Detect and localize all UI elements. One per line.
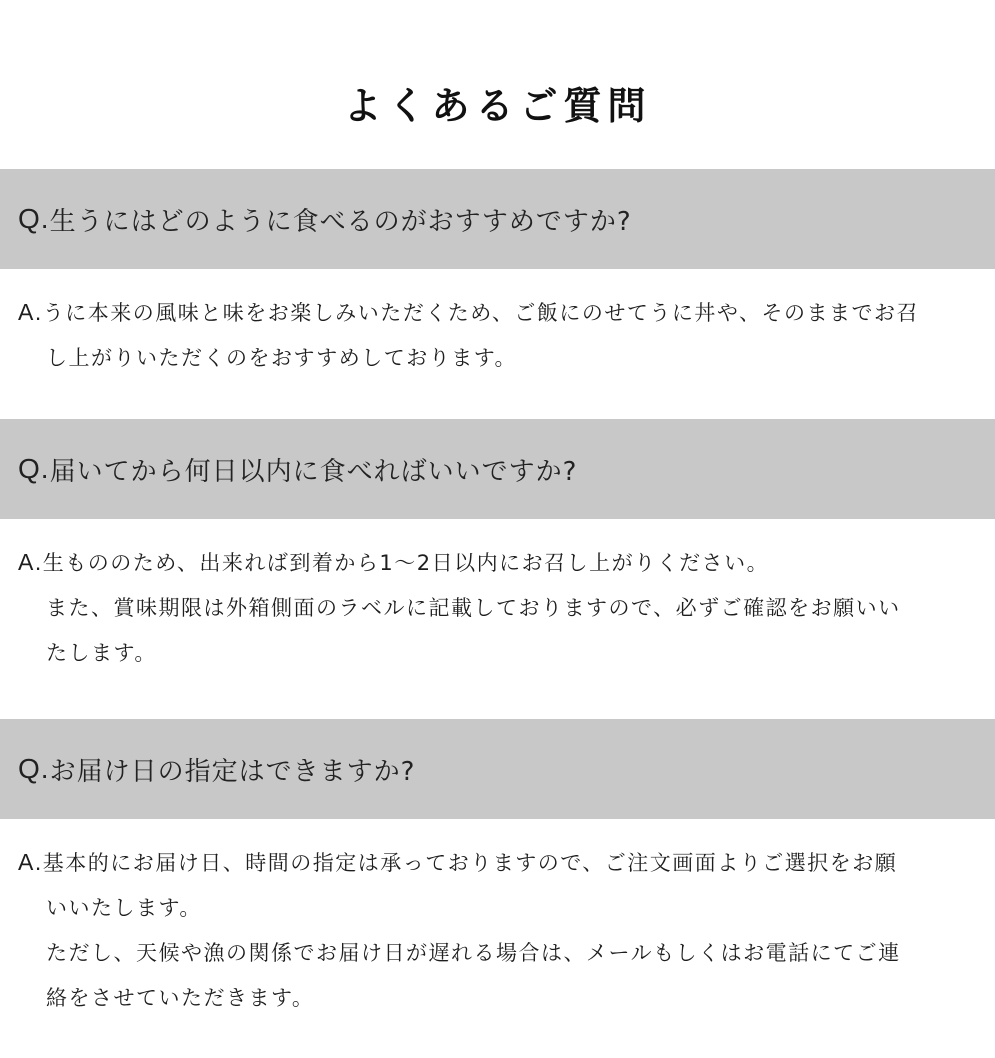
- faq-question-3: [0, 719, 995, 819]
- answer-line: また、賞味期限は外箱側面のラベルに記載しておりますので、必ずご確認をお願いい: [46, 596, 901, 620]
- faq-answer-2: [18, 540, 978, 676]
- question-prefix: Q.: [18, 453, 50, 484]
- answer-prefix: A.: [18, 299, 43, 325]
- answer-line: たします。: [46, 641, 157, 665]
- page-title: よくあるご質問: [343, 83, 652, 128]
- answer-line: A.生もののため、出来れば到着から1～2日以内にお召し上がりください。: [18, 549, 770, 575]
- answer-line: 絡をさせていただきます。: [46, 986, 315, 1010]
- faq-question-1: [0, 169, 995, 269]
- faq-answer-1: [18, 290, 978, 381]
- answer-prefix: A.: [18, 549, 43, 575]
- faq-question-2: [0, 419, 995, 519]
- question-text: お届け日の指定はできますか?: [49, 756, 416, 787]
- question-prefix: Q.: [18, 753, 50, 784]
- answer-line: いいたします。: [46, 896, 202, 920]
- question-text: 届いてから何日以内に食べればいいですか?: [49, 456, 578, 487]
- question-text: 生うにはどのように食べるのがおすすめですか?: [49, 206, 632, 237]
- answer-line: ただし、天候や漁の関係でお届け日が遅れる場合は、メールもしくはお電話にてご連: [46, 941, 901, 965]
- question-prefix: Q.: [18, 203, 50, 234]
- answer-prefix: A.: [18, 849, 43, 875]
- answer-line: し上がりいただくのをおすすめしております。: [46, 346, 518, 370]
- answer-line: A.うに本来の風味と味をお楽しみいただくため、ご飯にのせてうに丼や、そのままでお召: [18, 299, 919, 325]
- faq-answer-3: [18, 840, 978, 1021]
- answer-line: A.基本的にお届け日、時間の指定は承っておりますので、ご注文画面よりご選択をお願: [18, 849, 898, 875]
